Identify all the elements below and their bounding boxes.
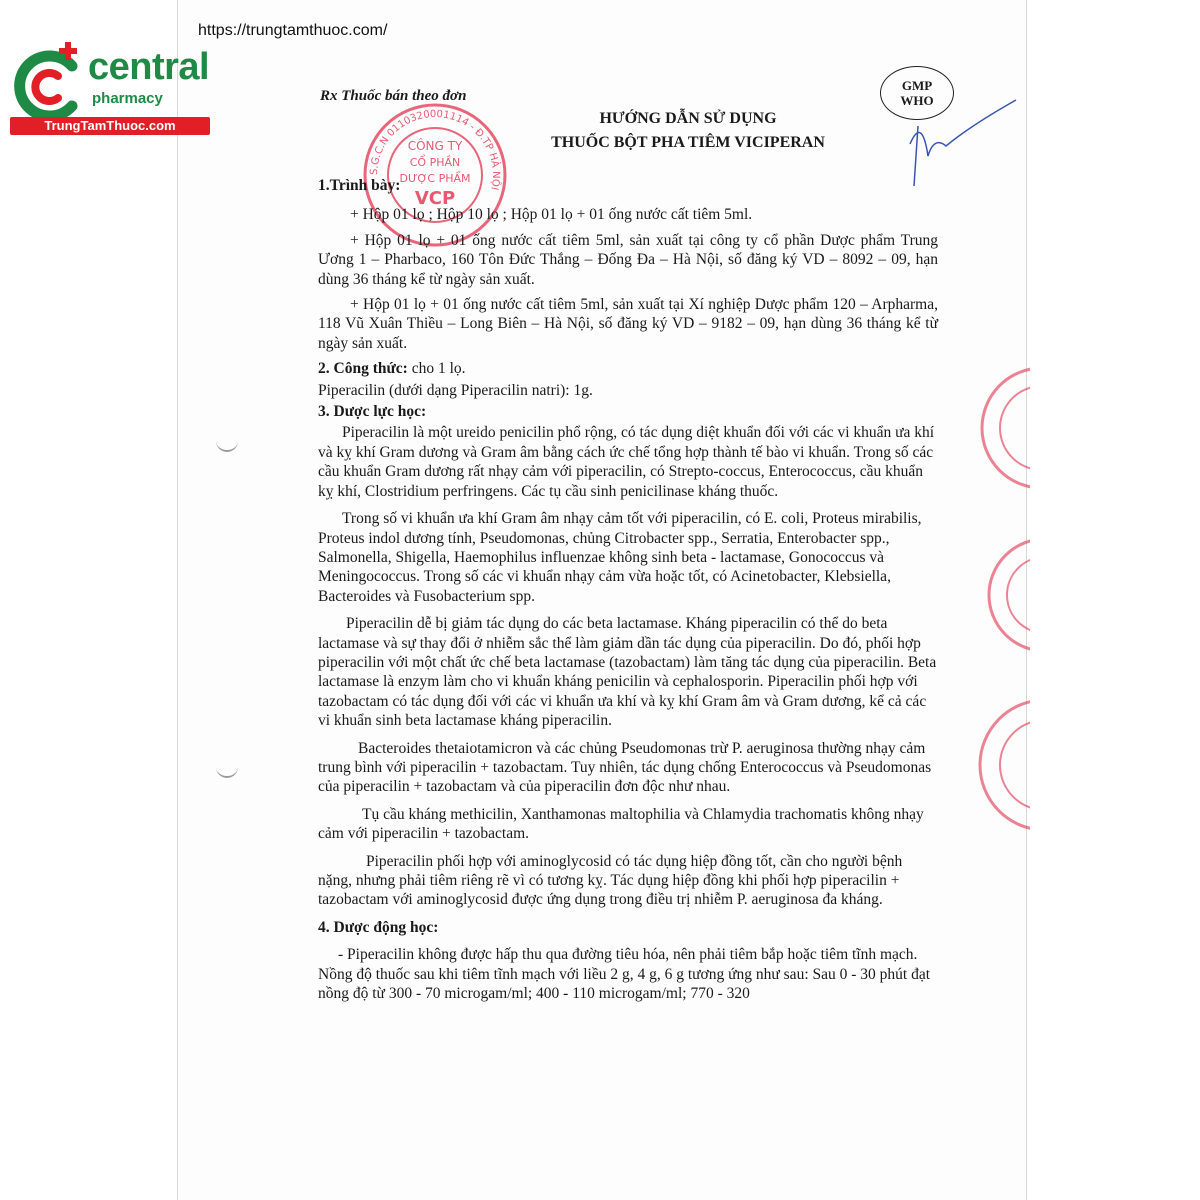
section-2-title: 2. Công thức:: [318, 360, 408, 378]
document-subtitle: THUỐC BỘT PHA TIÊM VICIPERAN: [551, 134, 825, 151]
section-4-paragraph: - Piperacilin không được hấp thu qua đường tiêu hóa, nên phải tiêm bắp hoặc tiêm tĩnh mạch. Nồng độ thuốc sau khi tiêm tĩnh mạch với liều 2 g, 4 g, 6 g tương ứng như sau: Sau 0 - 30 phút đạt nồng độ từ 300 - 70 microgam/ml; 400 - 110 microgam/ml; 770 - 320: [318, 946, 931, 1003]
seal-line: CÔNG TY: [407, 139, 463, 153]
punch-hole: [216, 762, 238, 778]
section-3-paragraph: Bacteroides thetaiotamicron và các chủng Pseudomonas trừ P. aeruginosa thường nhạy cảm trung bình với piperacilin + tazobactam. Tuy nhiên, tác dụng chống Enterococcus và Pseudomonas của piperacilin + tazobactam và của piperacilin đơn độc như nhau.: [318, 739, 932, 796]
seal-line: CỔ PHẦN: [409, 156, 461, 169]
section-3-paragraph: Piperacilin phối hợp với aminoglycosid có tác dụng hiệp đồng tốt, cần cho người bệnh nặng, nhưng phải tiêm riêng rẽ vì có tương kỵ. Tác dụng hiệp đồng khi phối hợp piperacilin + tazobactam với aminoglycosid được ứng dụng trong điều trị nhiễm P. aeruginosa đa kháng.: [318, 852, 903, 909]
section-2-paragraph: Piperacilin (dưới dạng Piperacilin natri): 1g.: [318, 381, 593, 399]
edge-seal-1: [980, 358, 1030, 498]
document-body: [318, 176, 938, 1003]
seal-line: VCP: [414, 188, 456, 209]
section-3-paragraph: Trong số vi khuẩn ưa khí Gram âm nhạy cảm tốt với piperacilin, có E. coli, Proteus mirabilis, Proteus indol dương tính, Pseudomonas, chủng Citrobacter spp., Serratia, Enterobacter spp., Salmonella, Shigella, Haemophilus influenzae không sinh beta - lactamase, Gonococcus và Meningococcus. Trong số các vi khuẩn nhạy cảm vừa hoặc tốt, có Acinetobacter, Klebsiella, Bacteroides và Fusobacterium spp.: [318, 510, 922, 605]
section-1-title: 1.Trình bày:: [318, 177, 401, 194]
rx-label: Rx Thuốc bán theo đơn: [320, 88, 467, 104]
seal-ring-text: S.G.C.N 0110320001114 - Đ.TP HÀ NỘI: [368, 108, 502, 192]
section-1-paragraph: + Hộp 01 lọ + 01 ống nước cất tiêm 5ml, sản xuất tại công ty cổ phần Dược phẩm Trung Ương 1 – Pharbaco, 160 Tôn Đức Thắng – Đống Đa – Hà Nội, số đăng ký VD – 8092 – 09, hạn dùng 36 tháng kể từ ngày sản xuất.: [318, 231, 938, 288]
section-2-heading: [318, 359, 938, 378]
logo-brand-name: central: [88, 46, 210, 88]
section-3-paragraph: Piperacilin là một ureido penicilin phổ rộng, có tác dụng diệt khuẩn đối với các vi khuẩn ưa khí và kỵ khí Gram dương và Gram âm bằng cách ức chế tổng hợp thành tế bào vi khuẩn. Trong số các cầu khuẩn Gram dương rất nhạy cảm với piperacilin, có Strepto-coccus, Enterococcus, cầu khuẩn kỵ khí, Clostridium perfringens. Các tụ cầu sinh penicilinase kháng thuốc.: [318, 424, 935, 500]
section-3-title: 3. Dược lực học:: [318, 403, 427, 421]
section-4-title: 4. Dược động học:: [318, 918, 439, 936]
seal-line: DƯỢC PHẨM: [399, 172, 471, 185]
document-title: HƯỚNG DẪN SỬ DỤNG: [599, 110, 777, 127]
section-2-suffix: cho 1 lọ.: [411, 360, 466, 378]
edge-seal-3: [975, 690, 1030, 840]
logo-banner: TrungTamThuoc.com: [10, 117, 210, 135]
source-url-link[interactable]: https://trungtamthuoc.com/: [198, 22, 388, 39]
logo-sub-label: pharmacy: [92, 90, 163, 107]
punch-hole: [216, 436, 238, 452]
gmp-label: GMP: [901, 78, 933, 93]
who-label: WHO: [900, 93, 934, 108]
section-3-paragraph: Tụ cầu kháng methicilin, Xanthamonas maltophilia và Chlamydia trachomatis không nhạy cảm với piperacilin + tazobactam.: [318, 805, 924, 843]
section-1-paragraph: + Hộp 01 lọ + 01 ống nước cất tiêm 5ml, sản xuất tại Xí nghiệp Dược phẩm 120 – Arpharma, 118 Vũ Xuân Thiều – Long Biên – Hà Nội, số đăng ký VD – 9182 – 09, hạn dùng 36 tháng kể từ ngày sản xuất.: [318, 296, 938, 352]
section-1-paragraph: + Hộp 01 lọ ; Hộp 10 lọ ; Hộp 01 lọ + 01 ống nước cất tiêm 5ml.: [350, 206, 753, 224]
section-3-paragraph: Piperacilin dễ bị giảm tác dụng do các beta lactamase. Kháng piperacilin có thể do beta lactamase và sự thay đổi ở nhiễm sắc thể làm giảm dần tác dụng của piperacilin. Do đó, phối hợp piperacilin với một chất ức chế beta lactamase (tazobactam) làm tăng tác dụng của piperacilin. Beta lactamase là enzym làm cho vi khuẩn kháng penicilin và cephalosporin. Piperacilin phối hợp với tazobactam có tác dụng đối với các vi khuẩn ưa khí và kỵ khí Gram âm và Gram dương, kể cả các vi khuẩn sinh beta lactamase kháng piperacilin.: [318, 615, 937, 730]
edge-seal-2: [985, 530, 1030, 660]
